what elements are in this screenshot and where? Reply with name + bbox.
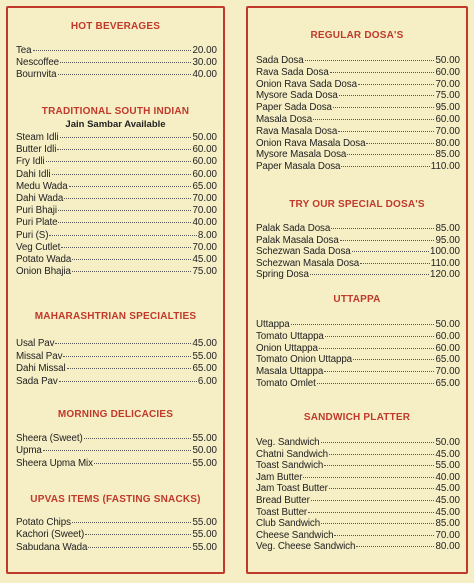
menu-item-price: 60.00 [192, 168, 217, 180]
dot-leader [366, 142, 434, 144]
menu-item [16, 205, 217, 217]
dot-leader [352, 250, 429, 252]
menu-item-name: Kachori (Sweet) [16, 529, 85, 541]
menu-item-price: 60.00 [435, 330, 460, 342]
dot-leader [63, 355, 191, 357]
menu-item-name: Puri Bhaji [16, 205, 57, 217]
menu-item [256, 518, 460, 530]
dot-leader [331, 227, 434, 229]
menu-item-name: Masala Dosa [256, 114, 313, 125]
menu-item-name: Tea [16, 45, 32, 56]
section-title: MAHARASHTRIAN SPECIALTIES [34, 311, 197, 322]
menu-item-price: 30.00 [192, 57, 217, 69]
dot-leader [347, 153, 434, 155]
section-title: MORNING DELICACIES [57, 409, 174, 420]
dot-leader [305, 59, 435, 61]
menu-item-price: 70.00 [192, 193, 217, 204]
menu-item-name: Steam Idli [16, 132, 59, 143]
dot-leader [52, 173, 192, 175]
menu-item-price: 70.00 [435, 78, 460, 90]
menu-item-name: Onion Rava Masala Dosa [256, 137, 366, 149]
menu-item-price: 70.00 [435, 125, 460, 137]
menu-item-price: 40.00 [192, 69, 217, 81]
dot-leader [72, 521, 192, 523]
menu-item-price: 75.00 [435, 90, 460, 102]
menu-item-name: Masala Uttappa [256, 366, 324, 378]
menu-item-price: 65.00 [192, 363, 217, 374]
section-title: TRY OUR SPECIAL DOSA'S [289, 199, 425, 210]
menu-item-price: 85.00 [435, 223, 460, 234]
dot-leader [72, 270, 192, 272]
menu-item-price: 70.00 [435, 366, 460, 378]
menu-item-price: 45.00 [435, 495, 460, 506]
menu-item [256, 55, 460, 67]
menu-item [16, 181, 217, 193]
menu-item [16, 542, 217, 554]
menu-item [16, 363, 217, 375]
dot-leader [60, 61, 191, 63]
menu-item-price: 40.00 [192, 217, 217, 229]
dot-leader [49, 234, 197, 236]
menu-item [16, 57, 217, 69]
menu-item-price: 60.00 [192, 144, 217, 156]
section-title: UPVAS ITEMS (FASTING SNACKS) [30, 494, 201, 505]
menu-item-price: 120.00 [430, 269, 460, 281]
menu-item-name: Paper Sada Dosa [256, 102, 332, 114]
menu-item-name: Club Sandwich [256, 518, 321, 530]
menu-item [16, 338, 217, 350]
dot-leader [324, 370, 434, 372]
menu-item [256, 343, 460, 355]
menu-item-price: 65.00 [192, 180, 217, 192]
dot-leader [33, 49, 192, 51]
menu-item-price: 55.00 [435, 460, 460, 472]
dot-leader [321, 522, 434, 524]
menu-item-price: 65.00 [435, 354, 460, 366]
menu-item [16, 266, 217, 278]
dot-leader [84, 437, 192, 439]
menu-item-name: Nescoffee [16, 57, 60, 69]
menu-item-name: Sada Pav [16, 375, 58, 387]
menu-item-price: 8.00 [197, 229, 217, 241]
menu-item [256, 366, 460, 378]
menu-item-price: 55.00 [192, 457, 217, 469]
menu-item-price: 50.00 [435, 437, 460, 448]
menu-item-price: 45.00 [435, 506, 460, 518]
section-title: REGULAR DOSA'S [310, 30, 404, 41]
section-title: UTTAPPA [333, 294, 381, 305]
menu-item-name: Dahi Wada [16, 193, 64, 204]
menu-item [256, 246, 460, 258]
dot-leader [61, 246, 191, 248]
menu-item [256, 354, 460, 366]
menu-item-name: Bread Butter [256, 495, 310, 506]
menu-item-name: Palak Masala Dosa [256, 234, 339, 246]
menu-item-name: Palak Sada Dosa [256, 223, 331, 234]
dot-leader [291, 323, 435, 325]
menu-item-name: Potato Chips [16, 517, 71, 528]
menu-item [16, 193, 217, 205]
dot-leader [69, 185, 192, 187]
dot-leader [60, 136, 192, 138]
menu-item [256, 449, 460, 461]
menu-item-price: 65.00 [435, 378, 460, 389]
menu-item-price: 50.00 [192, 132, 217, 143]
dot-leader [334, 534, 434, 536]
menu-item-price: 70.00 [435, 529, 460, 541]
menu-item [256, 319, 460, 331]
menu-item-price: 40.00 [435, 471, 460, 483]
menu-item-name: Schezwan Sada Dosa [256, 246, 351, 258]
menu-item [16, 433, 217, 445]
menu-item-price: 70.00 [192, 205, 217, 217]
dot-leader [329, 453, 434, 455]
menu-item-price: 110.00 [430, 257, 460, 269]
menu-item [256, 437, 460, 449]
menu-item [256, 483, 460, 495]
dot-leader [57, 148, 191, 150]
menu-item-name: Fry Idli [16, 156, 45, 168]
dot-leader [353, 358, 434, 360]
menu-item-name: Usal Pav [16, 338, 55, 349]
dot-leader [321, 441, 435, 443]
menu-item-price: 55.00 [192, 350, 217, 362]
dot-leader [88, 546, 191, 548]
menu-item [256, 269, 460, 281]
menu-item [16, 156, 217, 168]
menu-item-name: Toast Butter [256, 506, 308, 518]
menu-item-price: 95.00 [435, 234, 460, 246]
right-menu-panel [246, 6, 468, 574]
menu-item-name: Dahi Missal [16, 363, 66, 374]
menu-item-name: Tomato Uttappa [256, 330, 324, 342]
section-subtitle: Jain Sambar Available [65, 119, 166, 130]
menu-item-name: Bournvita [16, 69, 57, 81]
menu-item-name: Sheera Upma Mix [16, 457, 93, 469]
menu-item [256, 138, 460, 150]
menu-item [16, 45, 217, 57]
dot-leader [94, 462, 192, 464]
section-title: SANDWICH PLATTER [303, 412, 411, 423]
menu-item [16, 242, 217, 254]
dot-leader [324, 464, 434, 466]
menu-item [256, 223, 460, 235]
menu-item-name: Tomato Onion Uttappa [256, 354, 353, 366]
menu-item-name: Mysore Sada Dosa [256, 90, 338, 102]
menu-item-name: Onion Bhajia [16, 266, 71, 278]
menu-item-price: 70.00 [192, 241, 217, 253]
menu-item [256, 258, 460, 270]
menu-item-price: 110.00 [430, 161, 460, 173]
menu-item [256, 161, 460, 173]
menu-item-price: 85.00 [435, 518, 460, 530]
menu-item [256, 460, 460, 472]
menu-item-price: 80.00 [435, 541, 460, 553]
menu-item-name: Cheese Sandwich [256, 529, 334, 541]
dot-leader [325, 335, 435, 337]
menu-item [256, 235, 460, 247]
menu-item [256, 67, 460, 79]
dot-leader [46, 160, 192, 162]
menu-item-price: 45.00 [192, 338, 217, 349]
dot-leader [43, 449, 192, 451]
menu-item-name: Puri Plate [16, 217, 58, 229]
menu-item-name: Sabudana Wada [16, 541, 88, 553]
menu-item-name: Spring Dosa [256, 269, 309, 281]
menu-item [16, 254, 217, 266]
menu-item [256, 90, 460, 102]
menu-item-name: Veg. Sandwich [256, 437, 320, 448]
menu-item-name: Onion Rava Sada Dosa [256, 78, 357, 90]
menu-item [16, 69, 217, 81]
menu-item [256, 79, 460, 91]
section-title: HOT BEVERAGES [70, 21, 161, 32]
menu-item-price: 45.00 [192, 254, 217, 265]
menu-item [16, 529, 217, 541]
dot-leader [319, 347, 435, 349]
menu-item [256, 472, 460, 484]
menu-item-name: Jam Toast Butter [256, 483, 328, 495]
menu-item [256, 378, 460, 390]
dot-leader [329, 487, 435, 489]
menu-item-name: Medu Wada [16, 180, 68, 192]
menu-item [16, 376, 217, 388]
menu-item-name: Onion Uttappa [256, 342, 318, 354]
dot-leader [311, 499, 435, 501]
menu-item-name: Dahi Idli [16, 168, 51, 180]
menu-item [16, 351, 217, 363]
menu-item-price: 45.00 [435, 483, 460, 495]
menu-item-name: Sada Dosa [256, 55, 304, 66]
menu-item-name: Tomato Omlet [256, 378, 316, 389]
menu-item-price: 55.00 [192, 541, 217, 553]
menu-item [256, 102, 460, 114]
dot-leader [313, 118, 434, 120]
menu-item-price: 45.00 [435, 448, 460, 460]
dot-leader [310, 273, 429, 275]
menu-item [16, 217, 217, 229]
menu-item [16, 445, 217, 457]
menu-item [256, 541, 460, 553]
dot-leader [85, 533, 191, 535]
menu-item [16, 230, 217, 242]
menu-item-name: Paper Masala Dosa [256, 161, 341, 173]
menu-item [256, 507, 460, 519]
dot-leader [58, 209, 192, 211]
menu-item-name: Upma [16, 445, 42, 457]
menu-item-price: 60.00 [435, 66, 460, 78]
dot-leader [308, 511, 434, 513]
menu-item-price: 85.00 [435, 149, 460, 161]
dot-leader [358, 83, 435, 85]
menu-item-name: Rava Sada Dosa [256, 66, 329, 78]
dot-leader [303, 476, 434, 478]
menu-item-name: Jam Butter [256, 471, 303, 483]
menu-item-price: 55.00 [192, 529, 217, 541]
menu-item-price: 6.00 [197, 375, 217, 387]
menu-item [16, 132, 217, 144]
menu-item-price: 60.00 [192, 156, 217, 168]
dot-leader [356, 545, 434, 547]
menu-item-price: 55.00 [192, 517, 217, 528]
menu-item [16, 169, 217, 181]
menu-item-price: 80.00 [435, 137, 460, 149]
menu-item-name: Veg Cutlet [16, 241, 61, 253]
menu-item-name: Mysore Masala Dosa [256, 149, 347, 161]
menu-item [256, 495, 460, 507]
menu-item-price: 50.00 [435, 55, 460, 66]
menu-item-name: Butter Idli [16, 144, 57, 156]
dot-leader [330, 71, 435, 73]
section-title: TRADITIONAL SOUTH INDIAN [41, 106, 190, 117]
menu-item-name: Chatni Sandwich [256, 448, 329, 460]
menu-item-price: 75.00 [192, 266, 217, 278]
menu-item-price: 55.00 [192, 433, 217, 444]
menu-item-price: 60.00 [435, 114, 460, 125]
menu-item-name: Sheera (Sweet) [16, 433, 83, 444]
menu-item-price: 50.00 [435, 319, 460, 330]
dot-leader [64, 197, 191, 199]
menu-item-price: 60.00 [435, 342, 460, 354]
dot-leader [58, 221, 191, 223]
dot-leader [72, 258, 191, 260]
dot-leader [338, 130, 434, 132]
dot-leader [339, 94, 435, 96]
menu-item-price: 100.00 [430, 246, 460, 258]
menu-item [16, 144, 217, 156]
menu-item [256, 114, 460, 126]
menu-item [16, 458, 217, 470]
dot-leader [340, 239, 435, 241]
menu-item-price: 50.00 [192, 445, 217, 457]
dot-leader [67, 367, 192, 369]
menu-item-name: Missal Pav [16, 350, 63, 362]
dot-leader [360, 262, 430, 264]
dot-leader [59, 380, 197, 382]
menu-item-price: 95.00 [435, 102, 460, 114]
menu-item-name: Schezwan Masala Dosa [256, 257, 360, 269]
menu-item-name: Potato Wada [16, 254, 72, 265]
menu-item [256, 331, 460, 343]
menu-item-name: Puri (S) [16, 229, 49, 241]
dot-leader [58, 73, 192, 75]
menu-item [256, 149, 460, 161]
dot-leader [55, 342, 191, 344]
dot-leader [341, 165, 429, 167]
menu-item-name: Uttappa [256, 319, 290, 330]
menu-item-price: 20.00 [192, 45, 217, 56]
menu-item [256, 530, 460, 542]
left-menu-panel [6, 6, 225, 574]
menu-item-name: Toast Sandwich [256, 460, 324, 472]
menu-item-name: Veg. Cheese Sandwich [256, 541, 356, 553]
menu-item-name: Rava Masala Dosa [256, 125, 338, 137]
menu-item [256, 126, 460, 138]
dot-leader [333, 106, 435, 108]
dot-leader [317, 382, 435, 384]
menu-item [16, 517, 217, 529]
